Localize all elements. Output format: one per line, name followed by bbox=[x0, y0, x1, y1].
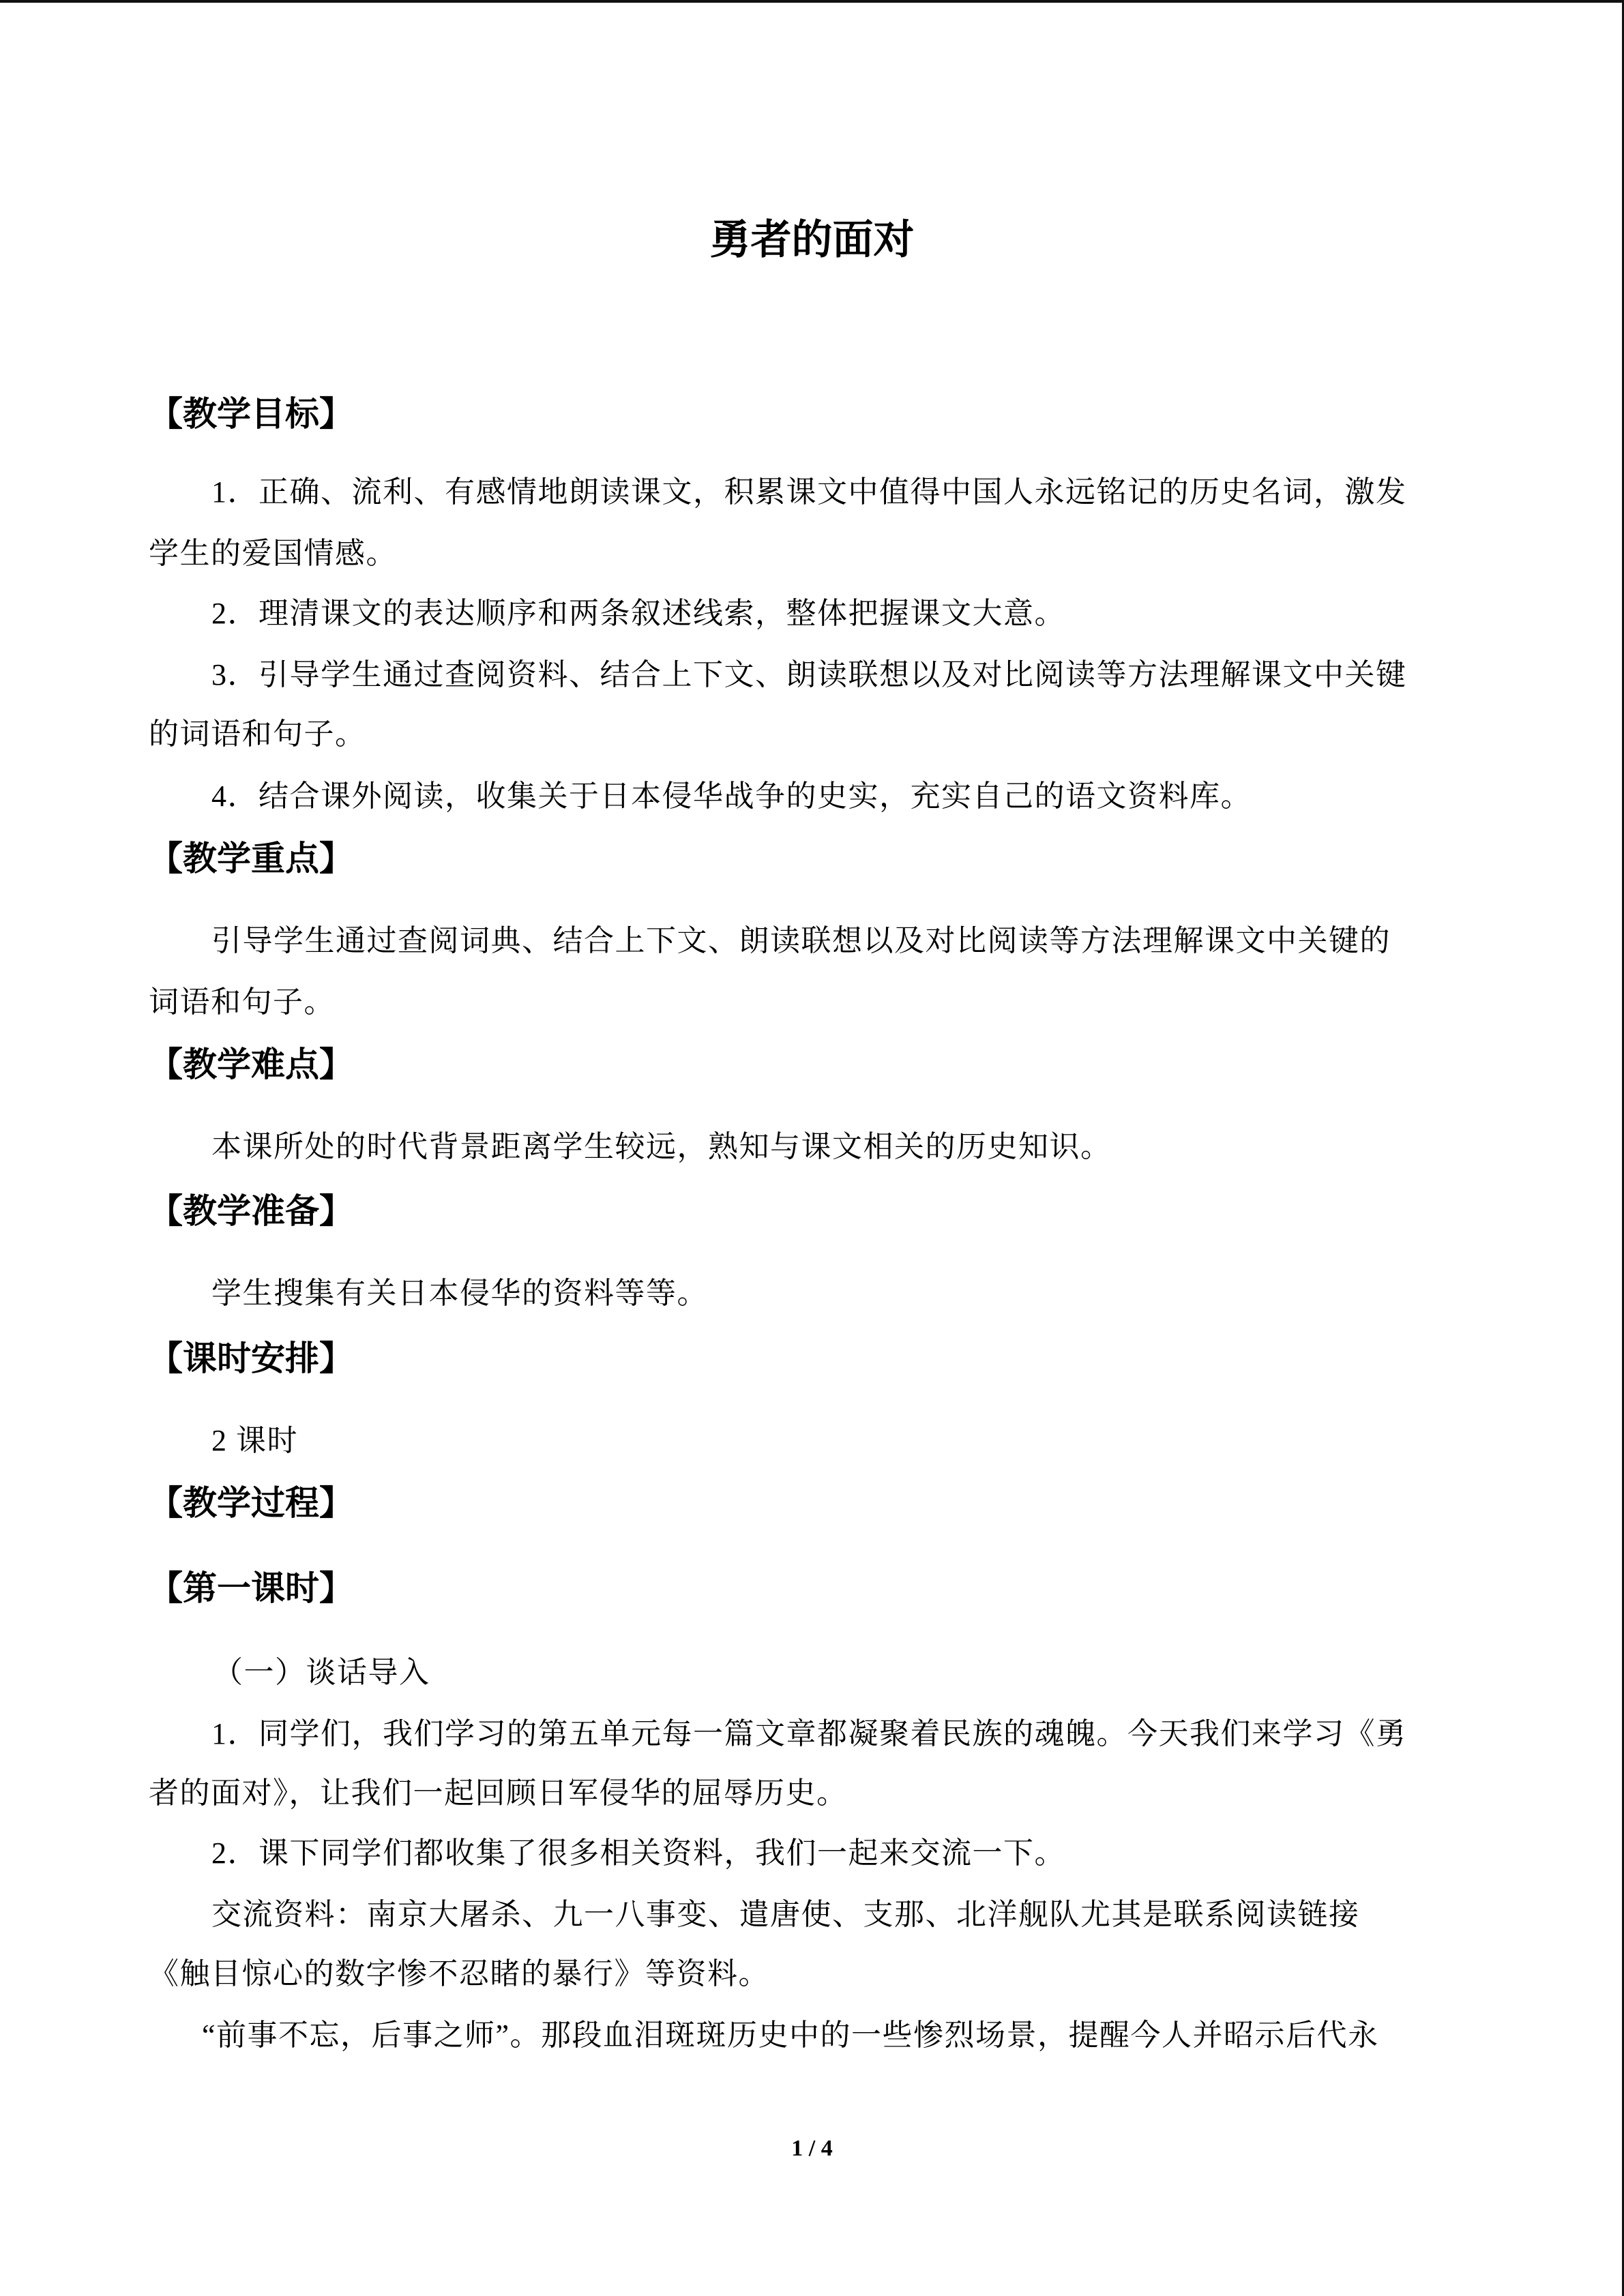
heading-preparation: 【教学准备】 bbox=[149, 1191, 353, 1231]
heading-key-points: 【教学重点】 bbox=[149, 839, 353, 878]
objectives-line-6: 4．结合课外阅读，收集关于日本侵华战争的史实，充实自己的语文资料库。 bbox=[211, 779, 1252, 813]
schedule-line-1: 2 课时 bbox=[211, 1424, 298, 1457]
heading-schedule: 【课时安排】 bbox=[149, 1339, 353, 1378]
first-lesson-line-5: 《触目惊心的数字惨不忍睹的暴行》等资料。 bbox=[149, 1957, 769, 1991]
first-lesson-line-3: 2．课下同学们都收集了很多相关资料，我们一起来交流一下。 bbox=[211, 1836, 1065, 1870]
heading-difficulties: 【教学难点】 bbox=[149, 1045, 353, 1084]
objectives-line-4: 3．引导学生通过查阅资料、结合上下文、朗读联想以及对比阅读等方法理解课文中关键 bbox=[211, 658, 1407, 691]
heading-objectives: 【教学目标】 bbox=[149, 394, 353, 434]
key-points-line-2: 词语和句子。 bbox=[149, 985, 335, 1019]
objectives-line-2: 学生的爱国情感。 bbox=[149, 537, 397, 570]
first-lesson-line-4: 交流资料：南京大屠杀、九一八事变、遣唐使、支那、北洋舰队尤其是联系阅读链接 bbox=[211, 1898, 1360, 1931]
page-number: 1 / 4 bbox=[791, 2136, 833, 2161]
heading-first-lesson: 【第一课时】 bbox=[149, 1568, 353, 1608]
document-title: 勇者的面对 bbox=[709, 216, 915, 264]
first-lesson-line-1: 1．同学们，我们学习的第五单元每一篇文章都凝聚着民族的魂魄。今天我们来学习《勇 bbox=[211, 1717, 1407, 1750]
objectives-line-3: 2．理清课文的表达顺序和两条叙述线索，整体把握课文大意。 bbox=[211, 597, 1065, 630]
key-points-line-1: 引导学生通过查阅词典、结合上下文、朗读联想以及对比阅读等方法理解课文中关键的 bbox=[211, 924, 1391, 957]
difficulties-line-1: 本课所处的时代背景距离学生较远，熟知与课文相关的历史知识。 bbox=[211, 1130, 1112, 1163]
objectives-line-1: 1．正确、流利、有感情地朗读课文，积累课文中值得中国人永远铭记的历史名词，激发 bbox=[211, 475, 1407, 509]
first-lesson-line-2: 者的面对》，让我们一起回顾日军侵华的屈辱历史。 bbox=[149, 1776, 848, 1810]
page-top-border bbox=[0, 0, 1624, 3]
first-lesson-subheading: （一）谈话导入 bbox=[213, 1656, 430, 1689]
objectives-line-5: 的词语和句子。 bbox=[149, 717, 366, 751]
heading-process: 【教学过程】 bbox=[149, 1483, 353, 1523]
first-lesson-line-6: “前事不忘，后事之师”。那段血泪斑斑历史中的一些惨烈场景，提醒今人并昭示后代永 bbox=[202, 2018, 1379, 2052]
preparation-line-1: 学生搜集有关日本侵华的资料等等。 bbox=[211, 1277, 708, 1310]
